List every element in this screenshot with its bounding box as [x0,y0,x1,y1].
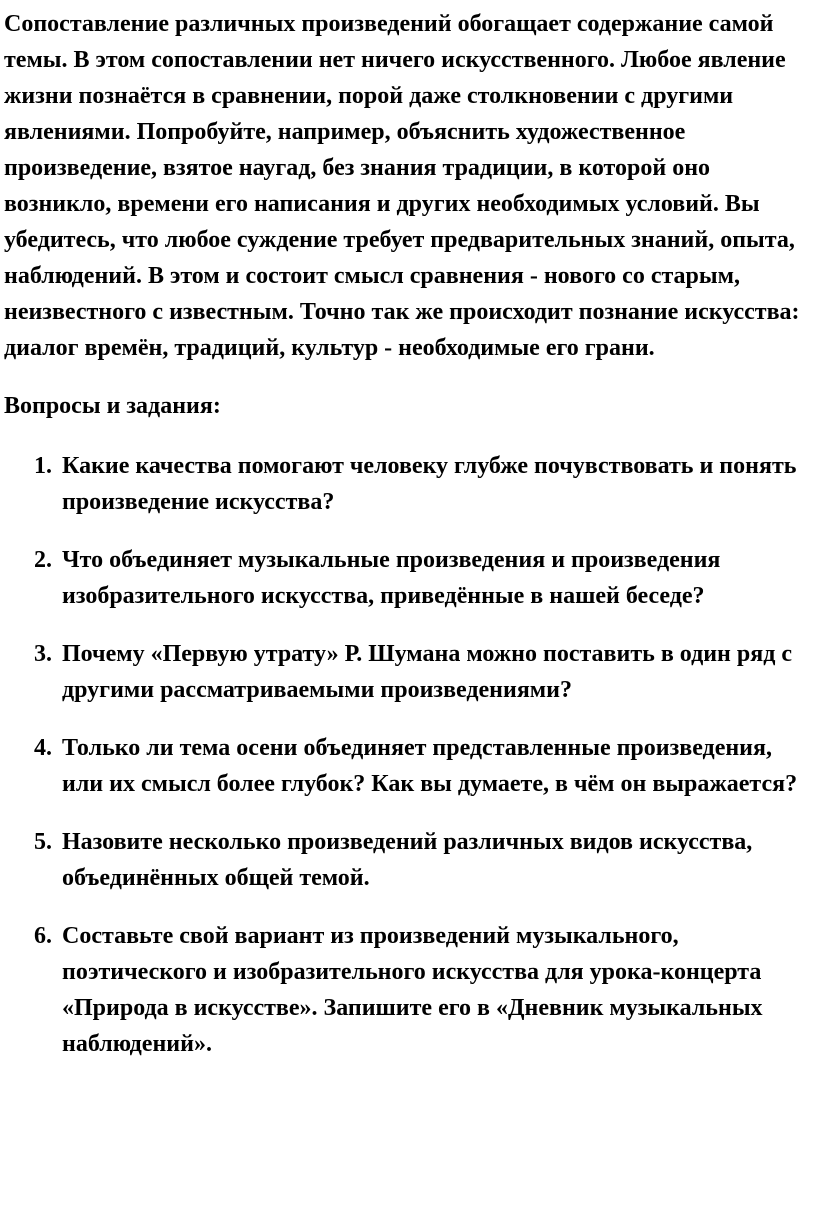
question-item [4,918,812,1062]
question-number: 5. [34,829,52,855]
question-number: 6. [34,923,52,949]
question-number: 4. [34,735,52,761]
question-item [4,636,812,708]
question-text: Какие качества помогают человеку глубже почувствовать и понять произведение искусства? [62,453,797,515]
question-text: Составьте свой вариант из произведений музыкального, поэтического и изобразительного искусства для урока-концерта «Природа в искусстве». Запишите его в «Дневник музыкальных наблюдений». [62,923,763,1057]
question-text: Только ли тема осени объединяет представленные произведения, или их смысл более глубок? Как вы думаете, в чём он выражается? [62,735,798,797]
intro-paragraph: Сопоставление различных произведений обогащает содержание самой темы. В этом сопоставлении нет ничего искусственного. Любое явление жизни познаётся в сравнении, порой даже столкновении с другими явлениями. Попробуйте, например, объяснить художественное произведение, взятое наугад, без знания традиции, в которой оно возникло, времени его написания и других необходимых условий. Вы убедитесь, что любое суждение требует предварительных знаний, опыта, наблюдений. В этом и состоит смысл сравнения - нового со старым, неизвестного с известным. Точно так же происходит познание искусства: диалог времён, традиций, культур - необходимые его грани. [4,11,800,361]
question-number: 2. [34,547,52,573]
questions-heading: Вопросы и задания: [4,393,221,419]
question-item [4,448,812,520]
question-number: 3. [34,641,52,667]
question-text: Назовите несколько произведений различных видов искусства, объединённых общей темой. [62,829,753,891]
questions-list [4,448,812,1062]
question-text: Почему «Первую утрату» Р. Шумана можно поставить в один ряд с другими рассматриваемыми произведениями? [62,641,793,703]
question-item [4,824,812,896]
question-number: 1. [34,453,52,479]
question-item [4,730,812,802]
question-text: Что объединяет музыкальные произведения и произведения изобразительного искусства, приведённые в нашей беседе? [62,547,721,609]
question-item [4,542,812,614]
